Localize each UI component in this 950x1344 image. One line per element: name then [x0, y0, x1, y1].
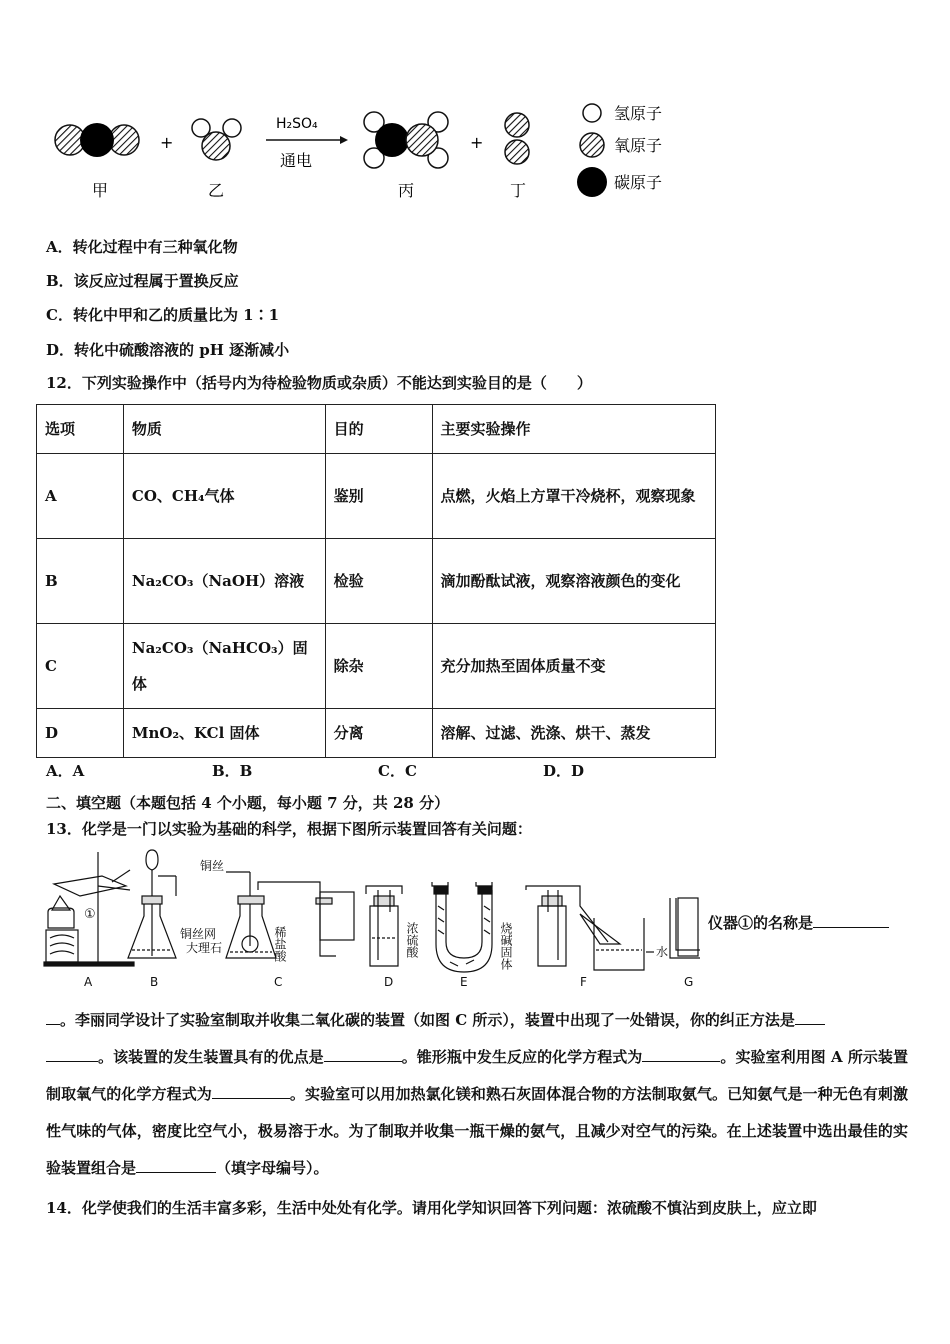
table-cell: CO、CH₄气体	[123, 454, 325, 539]
table-cell: 除杂	[325, 624, 432, 709]
label-marble: 大理石	[186, 941, 223, 955]
apparatus-e	[432, 882, 513, 972]
table-cell: 鉴别	[325, 454, 432, 539]
q14-stem: 14．化学使我们的生活丰富多彩，生活中处处有化学。请用化学知识回答下列问题：浓硫酸不慎沾到皮肤上，应立即	[46, 1199, 817, 1217]
answer-blank[interactable]	[642, 1047, 720, 1062]
q12-answer-a: A．A	[46, 762, 85, 780]
q13-text-4: 。实验室利用图 A 所示装置制取氧气的化学方程式为	[46, 1048, 908, 1103]
q12-stem: 12．下列实验操作中（括号内为待检验物质或杂质）不能达到实验目的是（ ）	[46, 374, 592, 392]
table-row	[37, 624, 716, 709]
legend-carbon: 碳原子	[614, 173, 663, 192]
q13-stem: 13．化学是一门以实验为基础的科学，根据下图所示装置回答有关问题：	[46, 820, 532, 838]
table-row	[37, 709, 716, 758]
label-g: G	[684, 975, 694, 989]
q12-answer-c: C．C	[378, 762, 417, 780]
table-cell: Na₂CO₃（NaOH）溶液	[123, 539, 325, 624]
answer-blank[interactable]	[136, 1158, 216, 1173]
label-d: D	[384, 975, 394, 989]
molecule-ding	[505, 113, 529, 164]
label-c: C	[274, 975, 283, 989]
q13-text-2: 。该装置的发生装置具有的优点是	[98, 1048, 324, 1066]
q11-option-c: C．转化中甲和乙的质量比为 1∶1	[46, 306, 280, 324]
answer-blank[interactable]	[46, 1010, 60, 1025]
q13-text-5: 。实验室可以用加热氯化镁和熟石灰固体混合物的方法制取氨气。已知氨气是一种无色有刺激性气味的气体，密度比空气小，极易溶于水。为了制取并收集一瓶干燥的氨气，且减少对空气的污染。在上述装置中选出最佳的实验装置组合是	[46, 1085, 908, 1177]
plus-2: +	[470, 133, 484, 152]
condition-bottom: 通电	[280, 151, 313, 170]
table-row	[37, 454, 716, 539]
apparatus-a	[44, 852, 134, 966]
reaction-diagram	[40, 92, 720, 212]
q12-answer-b: B．B	[212, 762, 253, 780]
table-cell: 充分加热至固体质量不变	[432, 624, 716, 709]
apparatus-figure	[40, 846, 700, 992]
table-cell: MnO₂、KCl 固体	[123, 709, 325, 758]
legend	[577, 104, 662, 197]
section-title: 二、填空题（本题包括 4 个小题，每小题 7 分，共 28 分）	[46, 794, 450, 812]
apparatus-d	[366, 886, 419, 966]
apparatus-f	[526, 886, 668, 970]
header-substance: 物质	[123, 405, 325, 454]
label-bing: 丙	[398, 181, 415, 200]
table-header-row	[37, 405, 716, 454]
apparatus-g	[670, 898, 700, 958]
apparatus-c	[180, 858, 354, 962]
q11-option-b: B．该反应过程属于置换反应	[46, 272, 239, 290]
legend-oxygen: 氧原子	[614, 136, 663, 155]
legend-hydrogen: 氢原子	[614, 104, 663, 123]
table-cell: Na₂CO₃（NaHCO₃）固体	[123, 624, 325, 709]
q13-text-1: 。李丽同学设计了实验室制取并收集二氧化碳的装置（如图 C 所示），装置中出现了一处错误，你的纠正方法是	[60, 1011, 795, 1029]
q13-body	[46, 1002, 908, 1187]
header-operation: 主要实验操作	[432, 405, 716, 454]
answer-blank[interactable]	[212, 1084, 290, 1099]
q13-text-6: （填字母编号）。	[216, 1159, 329, 1177]
table-cell: A	[37, 454, 124, 539]
label-e: E	[460, 975, 468, 989]
header-purpose: 目的	[325, 405, 432, 454]
answer-blank[interactable]	[813, 913, 889, 928]
table-cell: 溶解、过滤、洗涤、烘干、蒸发	[432, 709, 716, 758]
label-a: A	[84, 975, 93, 989]
label-circled-1: ①	[84, 907, 96, 922]
table-cell: 点燃，火焰上方罩干冷烧杯，观察现象	[432, 454, 716, 539]
molecule-jia	[55, 123, 139, 157]
label-f: F	[580, 975, 587, 989]
table-cell: B	[37, 539, 124, 624]
label-jia: 甲	[92, 181, 109, 200]
header-option: 选项	[37, 405, 124, 454]
answer-blank[interactable]	[324, 1047, 402, 1062]
label-copper-mesh: 铜丝网	[180, 927, 217, 941]
label-copper-wire: 铜丝	[200, 859, 225, 873]
q11-option-a: A．转化过程中有三种氧化物	[46, 238, 238, 256]
label-yi: 乙	[208, 181, 225, 200]
q12-table	[36, 404, 716, 758]
condition-top: H₂SO₄	[276, 116, 318, 132]
table-cell: D	[37, 709, 124, 758]
label-dilute-hcl: 稀盐酸	[273, 926, 287, 962]
table-cell: 滴加酚酞试液，观察溶液颜色的变化	[432, 539, 716, 624]
label-naoh-solid: 烧碱固体	[499, 922, 513, 970]
label-ding: 丁	[510, 181, 527, 200]
molecule-bing	[364, 112, 448, 168]
plus-1: +	[160, 133, 174, 152]
table-cell: 分离	[325, 709, 432, 758]
q12-answer-d: D．D	[543, 762, 585, 780]
table-cell: C	[37, 624, 124, 709]
q13-side-label: 仪器①的名称是	[708, 914, 814, 932]
answer-blank[interactable]	[46, 1047, 98, 1062]
label-conc-h2so4: 浓硫酸	[405, 922, 419, 958]
label-water: 水	[656, 945, 669, 959]
q13-text-3: 。锥形瓶中发生反应的化学方程式为	[401, 1048, 643, 1066]
table-row	[37, 539, 716, 624]
answer-blank[interactable]	[795, 1010, 825, 1025]
q11-option-d: D．转化中硫酸溶液的 pH 逐渐减小	[46, 341, 290, 359]
table-cell: 检验	[325, 539, 432, 624]
apparatus-b	[128, 850, 176, 958]
label-b: B	[150, 975, 159, 989]
q13-side-text	[708, 912, 889, 933]
molecule-yi	[192, 119, 241, 160]
